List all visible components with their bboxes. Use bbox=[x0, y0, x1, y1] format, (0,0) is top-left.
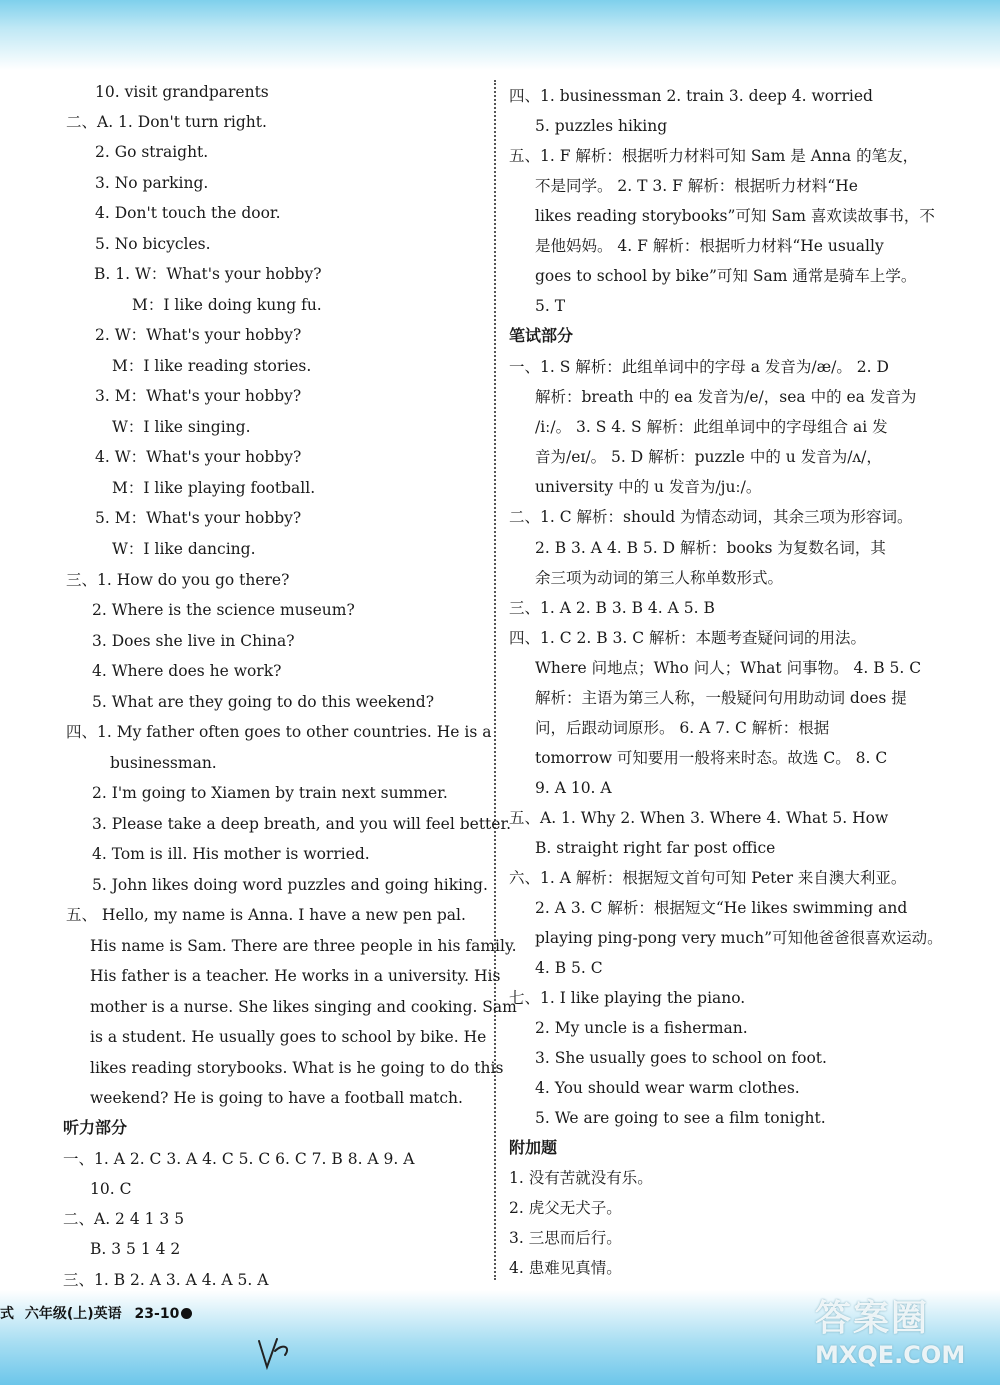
footer-page-code: 23-10 bbox=[134, 1306, 180, 1322]
passage-line: is a student. He usually goes to school by bike. He bbox=[90, 1028, 487, 1046]
answer-line: 5. We are going to see a film tonight. bbox=[535, 1109, 826, 1127]
answer-line: 5. M：What's your hobby? bbox=[95, 509, 302, 527]
answer-line: 2. My uncle is a fisherman. bbox=[535, 1019, 748, 1037]
answer-line: 2. Go straight. bbox=[95, 143, 209, 161]
answer-line: 是他妈妈。 4. F 解析：根据听力材料“He usually bbox=[535, 237, 884, 255]
answer-line: 解析：主语为第三人称，一般疑问句用助动词 does 提 bbox=[535, 689, 907, 707]
passage-line: His father is a teacher. He works in a university. His bbox=[90, 967, 501, 985]
answer-line: 3. Please take a deep breath, and you will feel better. bbox=[92, 815, 512, 833]
footer-dot-icon bbox=[181, 1308, 192, 1319]
answer-line: likes reading storybooks”可知 Sam 喜欢读故事书，不 bbox=[535, 207, 935, 225]
answer-line: 四、1. C 2. B 3. C 解析：本题考查疑问词的用法。 bbox=[509, 629, 867, 647]
footer-fragment: 式 bbox=[0, 1306, 14, 1322]
answer-line: 四、1. businessman 2. train 3. deep 4. worried bbox=[509, 87, 873, 105]
answer-line: university 中的 u 发音为/juː/。 bbox=[535, 478, 762, 496]
answer-line: 10. visit grandparents bbox=[95, 83, 269, 101]
section-title-written: 笔试部分 bbox=[509, 326, 574, 345]
answer-line: 3. M：What's your hobby? bbox=[95, 387, 302, 405]
answer-line: 2. 虎父无犬子。 bbox=[509, 1199, 622, 1217]
answer-line: 2. Where is the science museum? bbox=[92, 601, 355, 619]
section-heading-line: 四、1. My father often goes to other countries. He is a bbox=[66, 723, 492, 741]
answer-line: 4. 患难见真情。 bbox=[509, 1259, 622, 1277]
passage-line: likes reading storybooks. What is he going to do this bbox=[90, 1059, 504, 1077]
answer-line: M：I like reading stories. bbox=[112, 357, 312, 375]
page-footer bbox=[0, 1303, 192, 1323]
answer-line: 4. Where does he work? bbox=[92, 662, 282, 680]
answer-line: goes to school by bike”可知 Sam 通常是骑车上学。 bbox=[535, 267, 917, 285]
answer-line: 4. Tom is ill. His mother is worried. bbox=[92, 845, 370, 863]
answer-line: 3. Does she live in China? bbox=[92, 632, 295, 650]
answer-line: 解析：breath 中的 ea 发音为/e/，sea 中的 ea 发音为 bbox=[535, 388, 917, 406]
answer-line: tomorrow 可知要用一般将来时态。故选 C。 8. C bbox=[535, 749, 888, 767]
answer-line: 2. I'm going to Xiamen by train next summer. bbox=[92, 784, 448, 802]
answer-line: Where 问地点；Who 问人；What 问事物。 4. B 5. C bbox=[535, 659, 922, 677]
answer-line: 3. No parking. bbox=[95, 174, 209, 192]
answer-line: 5. What are they going to do this weekend? bbox=[92, 693, 434, 711]
answer-line: 9. A 10. A bbox=[535, 779, 612, 797]
answer-line: 二、1. C 解析：should 为情态动词，其余三项为形容词。 bbox=[509, 508, 913, 526]
answer-line: 4. W：What's your hobby? bbox=[95, 448, 302, 466]
section-title-listening: 听力部分 bbox=[63, 1118, 128, 1137]
answer-line: 五、1. F 解析：根据听力材料可知 Sam 是 Anna 的笔友， bbox=[509, 147, 919, 165]
answer-line: 3. 三思而后行。 bbox=[509, 1229, 622, 1247]
answer-line: 三、1. A 2. B 3. B 4. A 5. B bbox=[509, 599, 715, 617]
top-decorative-band bbox=[0, 0, 1000, 70]
answer-line: 余三项为动词的第三人称单数形式。 bbox=[535, 569, 784, 587]
watermark bbox=[815, 1290, 995, 1380]
answer-line: W：I like dancing. bbox=[112, 540, 256, 558]
passage-line: mother is a nurse. She likes singing and cooking. Sam bbox=[90, 998, 517, 1016]
answer-line: 五、A. 1. Why 2. When 3. Where 4. What 5. How bbox=[509, 809, 889, 827]
answer-line: 2. B 3. A 4. B 5. D 解析：books 为复数名词，其 bbox=[535, 539, 886, 557]
answer-line: 4. Don't touch the door. bbox=[95, 204, 281, 222]
answer-line: 5. T bbox=[535, 297, 566, 315]
section-heading-line: 二、A. 1. Don't turn right. bbox=[66, 113, 267, 131]
passage-line: 五、 Hello, my name is Anna. I have a new pen pal. bbox=[66, 906, 466, 924]
passage-line: weekend? He is going to have a football match. bbox=[90, 1089, 463, 1107]
answer-line: 三、1. B 2. A 3. A 4. A 5. A bbox=[63, 1271, 269, 1289]
answer-line: B. 1. W：What's your hobby? bbox=[94, 265, 322, 283]
answer-line: W：I like singing. bbox=[112, 418, 251, 436]
answer-line: 不是同学。 2. T 3. F 解析：根据听力材料“He bbox=[535, 177, 858, 195]
answer-line: 一、1. S 解析：此组单词中的字母 a 发音为/æ/。 2. D bbox=[509, 358, 889, 376]
handwritten-mark-icon bbox=[255, 1333, 295, 1373]
answer-line: businessman. bbox=[110, 754, 217, 772]
column-divider bbox=[494, 80, 496, 1280]
answer-line: 七、1. I like playing the piano. bbox=[509, 989, 746, 1007]
answer-line: 音为/eɪ/。 5. D 解析：puzzle 中的 u 发音为/ʌ/， bbox=[535, 448, 882, 466]
answer-line: 2. A 3. C 解析：根据短文“He likes swimming and bbox=[535, 899, 908, 917]
section-heading-line: 三、1. How do you go there? bbox=[66, 571, 290, 589]
footer-grade-subject: 六年级(上)英语 bbox=[24, 1306, 122, 1322]
answer-line: 4. You should wear warm clothes. bbox=[535, 1079, 800, 1097]
answer-line: /iː/。 3. S 4. S 解析：此组单词中的字母组合 ai 发 bbox=[535, 418, 888, 436]
answer-line: B. straight right far post office bbox=[535, 839, 776, 857]
section-title-bonus: 附加题 bbox=[509, 1138, 558, 1157]
watermark-url: MXQE.COM bbox=[815, 1341, 966, 1369]
answer-line: playing ping-pong very much”可知他爸爸很喜欢运动。 bbox=[535, 929, 943, 947]
answer-line: B. 3 5 1 4 2 bbox=[90, 1240, 181, 1258]
passage-line: His name is Sam. There are three people in his family. bbox=[90, 937, 517, 955]
answer-line: M：I like playing football. bbox=[112, 479, 316, 497]
answer-line: 5. John likes doing word puzzles and going hiking. bbox=[92, 876, 488, 894]
answer-line: 5. No bicycles. bbox=[95, 235, 211, 253]
answer-line: 问，后跟动词原形。 6. A 7. C 解析：根据 bbox=[535, 719, 830, 737]
answer-line: M：I like doing kung fu. bbox=[132, 296, 322, 314]
answer-line: 10. C bbox=[90, 1180, 132, 1198]
answer-line: 4. B 5. C bbox=[535, 959, 603, 977]
answer-line: 2. W：What's your hobby? bbox=[95, 326, 302, 344]
answer-line: 3. She usually goes to school on foot. bbox=[535, 1049, 827, 1067]
answer-line: 5. puzzles hiking bbox=[535, 117, 668, 135]
watermark-logo-text: 答案圈 bbox=[815, 1298, 930, 1339]
answer-line: 1. 没有苦就没有乐。 bbox=[509, 1169, 653, 1187]
answer-line: 六、1. A 解析：根据短文首句可知 Peter 来自澳大利亚。 bbox=[509, 869, 907, 887]
answer-line: 一、1. A 2. C 3. A 4. C 5. C 6. C 7. B 8. A 9. A bbox=[63, 1150, 415, 1168]
answer-line: 二、A. 2 4 1 3 5 bbox=[63, 1210, 185, 1228]
